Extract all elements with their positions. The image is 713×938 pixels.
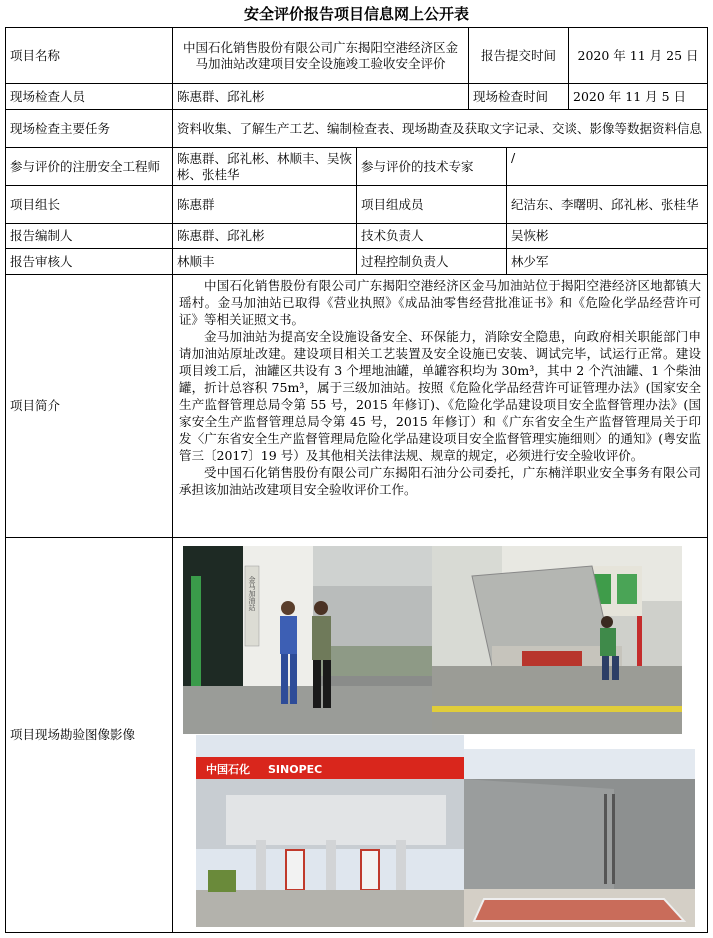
process-lead-value: 林少军	[506, 248, 708, 275]
project-name-label: 项目名称	[5, 27, 173, 84]
leader-value: 陈惠群	[172, 185, 357, 224]
intro-paragraph-1: 中国石化销售股份有限公司广东揭阳空港经济区金马加油站位于揭阳空港经济区地都镇大瑶村。金马加油站已取得《营业执照》《成品油零售经营批准证书》和《危险化学品经营许可证》等相关证照文书。	[179, 278, 701, 327]
photo-tank-area	[464, 749, 695, 927]
tech-lead-value: 吴恢彬	[506, 223, 708, 249]
canopy-brand-en: SINOPEC	[268, 763, 323, 776]
engineers-value: 陈惠群、邱礼彬、林顺丰、吴恢彬、张桂华	[172, 147, 357, 186]
members-label: 项目组成员	[356, 185, 507, 224]
compiler-label: 报告编制人	[5, 223, 173, 249]
canopy-brand-cn: 中国石化	[206, 763, 250, 776]
engineers-label: 参与评价的注册安全工程师	[5, 147, 173, 186]
photo-inspectors-at-sign	[183, 546, 432, 734]
inspect-time-label: 现场检查时间	[468, 83, 569, 110]
process-lead-label: 过程控制负责人	[356, 248, 507, 275]
experts-value: /	[506, 147, 708, 186]
experts-label: 参与评价的技术专家	[356, 147, 507, 186]
tech-lead-label: 技术负责人	[356, 223, 507, 249]
sign-text: 金马加油站	[248, 576, 256, 611]
submit-time-value: 2020 年 11 月 25 日	[568, 27, 708, 84]
tasks-value: 资料收集、了解生产工艺、编制检查表、现场勘查及获取文字记录、交谈、影像等数据资料信息	[172, 109, 708, 148]
photo-equipment-inspection	[432, 546, 682, 734]
page-title: 安全评价报告项目信息网上公开表	[243, 5, 469, 23]
intro-label: 项目简介	[5, 274, 173, 538]
compiler-value: 陈惠群、邱礼彬	[172, 223, 357, 249]
reviewer-label: 报告审核人	[5, 248, 173, 275]
reviewer-value: 林顺丰	[172, 248, 357, 275]
inspect-time-value: 2020 年 11 月 5 日	[568, 83, 708, 110]
intro-paragraph-3: 受中国石化销售股份有限公司广东揭阳石油分公司委托，广东楠洋职业安全事务有限公司承担该加油站改建项目安全验收评价工作。	[179, 465, 701, 497]
submit-time-label: 报告提交时间	[468, 27, 569, 84]
project-name-value: 中国石化销售股份有限公司广东揭阳空港经济区金马加油站改建项目安全设施竣工验收安全评价	[172, 27, 469, 84]
photo-station-canopy	[196, 735, 464, 927]
members-value: 纪洁东、李曙明、邱礼彬、张桂华	[506, 185, 708, 224]
tasks-label: 现场检查主要任务	[5, 109, 173, 148]
leader-label: 项目组长	[5, 185, 173, 224]
inspectors-value: 陈惠群、邱礼彬	[172, 83, 469, 110]
photos-label: 项目现场勘验图像影像	[5, 537, 173, 933]
inspectors-label: 现场检查人员	[5, 83, 173, 110]
intro-body	[172, 274, 708, 538]
intro-paragraph-2: 金马加油站为提高安全设施设备安全、环保能力，消除安全隐患，向政府相关职能部门申请加油站原址改建。建设项目相关工艺装置及安全设施已安装、调试完毕，试运行正常。建设项目竣工后，油罐区共设有 3 个埋地油罐，单罐容积均为 30m³，其中 2 个汽油罐、1 个柴油罐，折计总容积 75m³，属于三级加油站。按照《危险化学品经营许可证管理办法》(国家安全生产监督管理总局令第 55 号，2015 年修订)、《危险化学品建设项目安全监督管理办法》(国家安全生产监督管理总局令第 45 号，2015 年修订）和《广东省安全生产监督管理局关于印发〈广东省安全生产监督管理局危险化学品建设项目安全监督管理实施细则〉的通知》(粤安监管三〔2017〕19 号）及其他相关法律法规、规章的规定，必须进行安全验收评价。	[179, 329, 701, 463]
